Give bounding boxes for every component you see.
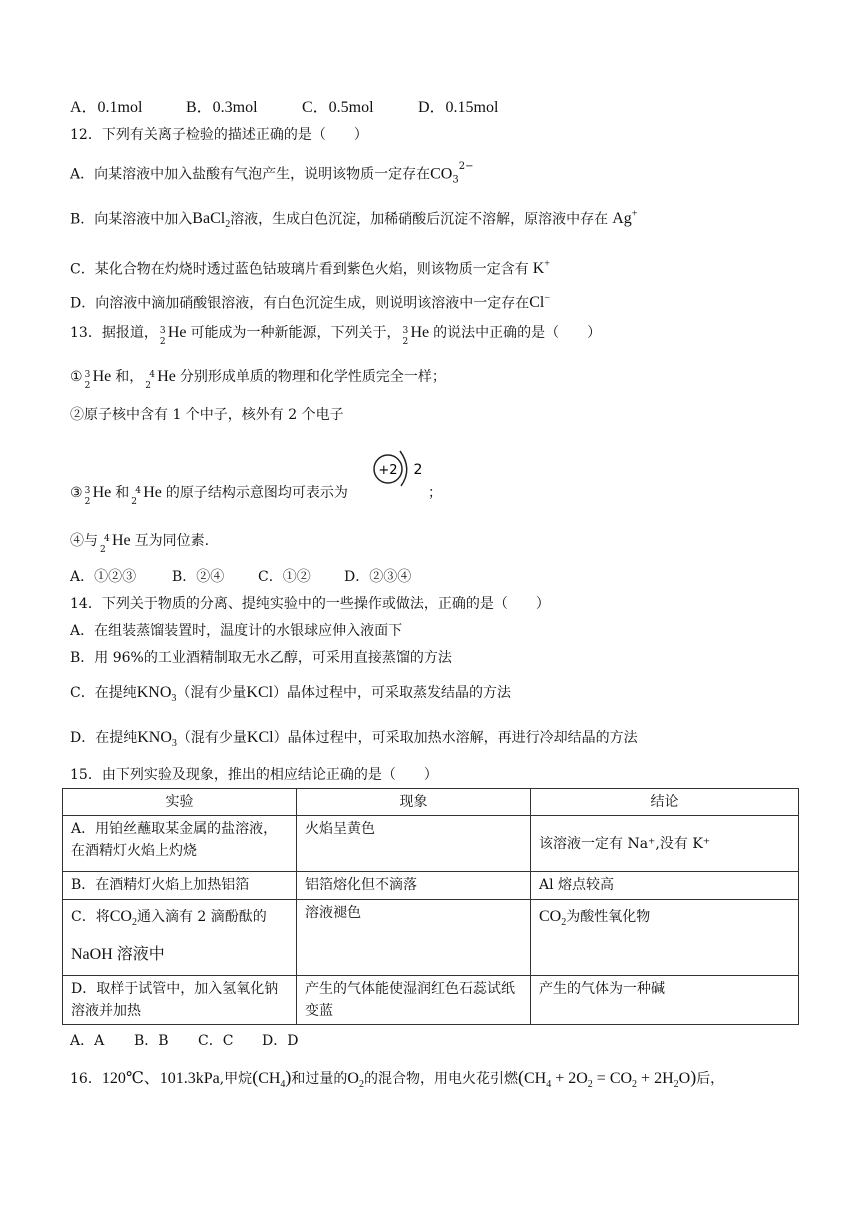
q13-stem: 13．据报道， 3 2 He 可能成为一种新能源，下列关于， 3 2 He 的说法中正确的是（ ）: [70, 324, 602, 347]
table-cell-experiment: B．在酒精灯火焰上加热铝箔: [63, 872, 297, 900]
table-cell-experiment: C．将$CO_2$通入滴有 2 滴酚酞的 NaOH 溶液中: [63, 900, 297, 976]
table-header-phenomenon: 现象: [297, 789, 531, 816]
q16-stem: 16．120℃、101.3kPa,甲烷$(CH_4)$和过量的$O_2$的混合物，用电火花引燃$(CH_4 + 2O_2 = CO_2 + 2H_2O)$后，: [70, 1067, 725, 1091]
q13-statement-3: ③ 3 2 He 和 4 2 He 的原子结构示意图均可表示为 ；: [70, 484, 442, 507]
q13-statement-2: ②原子核中含有 1 个中子，核外有 2 个电子: [70, 407, 344, 423]
table-cell-conclusion: 产生的气体为一种碱: [531, 976, 799, 1025]
table-cell-phenomenon: 铝箔熔化但不滴落: [297, 872, 531, 900]
atom-structure-diagram: [370, 450, 423, 500]
table-header-experiment: 实验: [63, 789, 297, 816]
q13-statement-1: ① 3 2 He 和， 4 2 He 分别形成单质的物理和化学性质完全一样；: [70, 368, 446, 391]
q15-stem: 15．由下列实验及现象，推出的相应结论正确的是（ ）: [70, 767, 438, 783]
q12-option-b: B．向某溶液中加入BaCl$_2$溶液，生成白色沉淀，加稀硝酸后沉淀不溶解，原溶液中存在 Ag+: [70, 209, 638, 231]
table-cell-conclusion: 该溶液一定有 Na⁺,没有 K⁺: [531, 816, 799, 872]
q14-stem: 14．下列关于物质的分离、提纯实验中的一些操作或做法，正确的是（ ）: [70, 596, 550, 612]
q14-option-a: A．在组装蒸馏装置时，温度计的水银球应伸入液面下: [70, 623, 403, 639]
q11-option-b: B．0.3mol: [186, 99, 258, 116]
diagram-shell-label: 2: [413, 462, 423, 478]
q12-option-c: C．某化合物在灼烧时透过蓝色钴玻璃片看到紫色火焰，则该物质一定含有 K+: [70, 259, 550, 278]
q12-option-d: D．向溶液中滴加硝酸银溶液，有白色沉淀生成，则说明该溶液中一定存在Cl−: [70, 293, 550, 312]
q14-option-b: B．用 96%的工业酒精制取无水乙醇，可采用直接蒸馏的方法: [70, 650, 452, 666]
table-header-conclusion: 结论: [531, 789, 799, 816]
q11-options: [70, 99, 498, 117]
table-cell-conclusion: $CO_2$为酸性氧化物: [531, 900, 799, 976]
q13-option-b: B．②④: [172, 569, 225, 585]
q13-option-a: A．①②③: [70, 569, 137, 585]
q15-option-a: A．A: [70, 1033, 105, 1049]
q15-options: [70, 1032, 298, 1050]
q15-option-b: B．B: [134, 1033, 169, 1049]
q11-option-c: C．0.5mol: [302, 99, 374, 116]
diagram-nucleus-label: +2: [378, 463, 398, 478]
q13-statement-4: ④与 4 2 He 互为同位素.: [70, 532, 210, 555]
table-cell-phenomenon: 溶液褪色: [297, 900, 531, 976]
table-row: [63, 872, 799, 900]
q15-option-c: C．C: [198, 1033, 234, 1049]
table-cell-conclusion: Al 熔点较高: [531, 872, 799, 900]
experiment-table: [62, 788, 799, 1025]
table-cell-phenomenon: 产生的气体能使湿润红色石蕊试纸变蓝: [297, 976, 531, 1025]
q11-option-d: D．0.15mol: [418, 99, 499, 116]
q13-option-c: C．①②: [258, 569, 311, 585]
q11-option-a: A．0.1mol: [70, 99, 143, 116]
table-cell-experiment: A．用铂丝蘸取某金属的盐溶液，在酒精灯火焰上灼烧: [63, 816, 297, 872]
q12-option-a: A．向某溶液中加入盐酸有气泡产生，说明该物质一定存在$CO_3^{2-}$: [70, 161, 474, 186]
table-row: [63, 900, 799, 976]
q13-options: [70, 568, 411, 586]
table-header-row: [63, 789, 799, 816]
q12-stem: 12．下列有关离子检验的描述正确的是（ ）: [70, 127, 368, 143]
q13-option-d: D．②③④: [344, 569, 412, 585]
table-row: [63, 976, 799, 1025]
q14-option-d: D．在提纯$KNO_3$（混有少量KCl）晶体过程中，可采取加热水溶解，再进行冷却结晶的方法: [70, 729, 638, 750]
table-cell-phenomenon: 火焰呈黄色: [297, 816, 531, 872]
table-row: [63, 816, 799, 872]
table-cell-experiment: D．取样于试管中，加入氢氧化钠溶液并加热: [63, 976, 297, 1025]
q15-option-d: D．D: [262, 1033, 299, 1049]
q14-option-c: C．在提纯$KNO_3$（混有少量KCl）晶体过程中，可采取蒸发结晶的方法: [70, 684, 512, 705]
